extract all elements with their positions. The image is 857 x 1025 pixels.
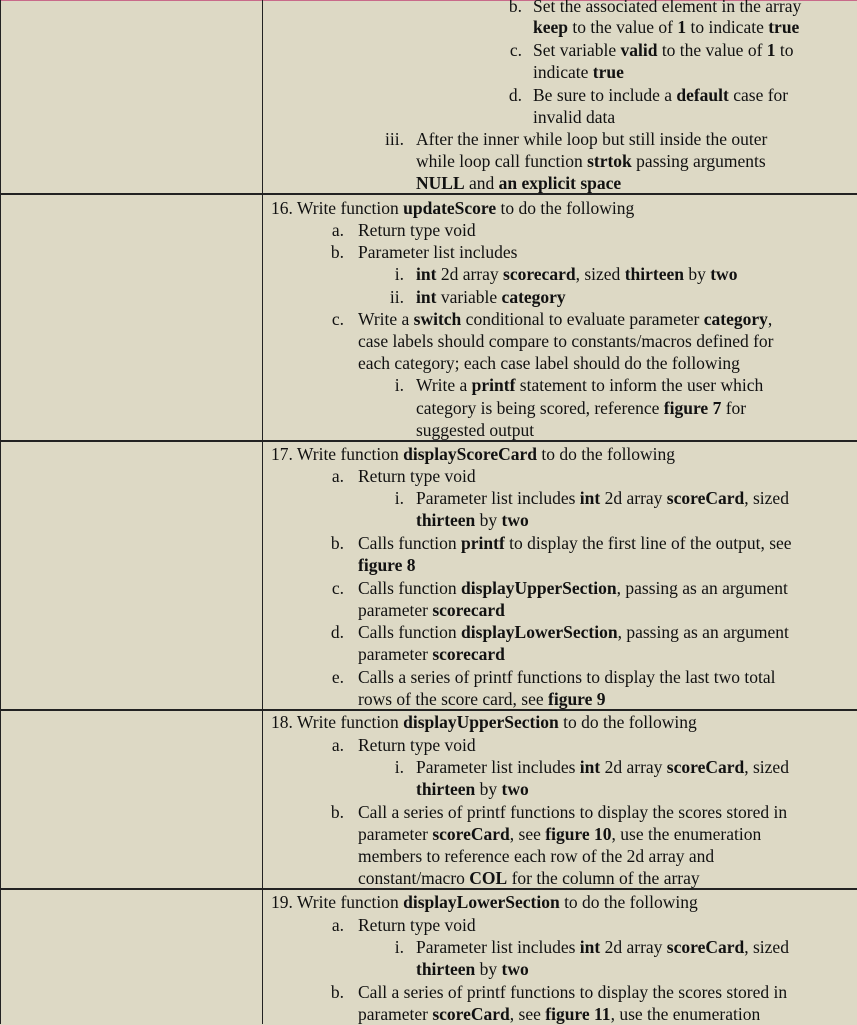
- bold-text: keep: [533, 17, 568, 37]
- bold-text: COL: [469, 868, 508, 888]
- table-column-divider: [262, 0, 263, 1024]
- instruction-line-r15-d1: [533, 84, 788, 106]
- instruction-line-r16-bii: [416, 286, 566, 308]
- bold-text: two: [710, 264, 738, 284]
- bold-text: 1: [677, 17, 687, 37]
- text-run: to do the following: [537, 444, 676, 464]
- bold-text: displayLowerSection: [403, 892, 560, 912]
- text-run: category is being scored, reference: [416, 398, 664, 418]
- bold-text: strtok: [587, 151, 632, 171]
- instruction-line-r16-c3: [358, 352, 740, 374]
- text-run: 18. Write function: [271, 712, 404, 732]
- text-run: Write a: [358, 309, 414, 329]
- text-run: Set the associated element in the array: [533, 0, 802, 16]
- text-run: to display the first line of the output, see: [504, 533, 792, 553]
- list-marker: d.: [508, 85, 522, 105]
- bold-text: figure 9: [548, 689, 606, 709]
- text-run: Return type void: [358, 466, 476, 486]
- instruction-line-r17-e2: [358, 688, 606, 710]
- text-run: 19. Write function: [271, 892, 404, 912]
- list-marker: b.: [330, 982, 344, 1002]
- bold-text: category: [501, 287, 566, 307]
- text-run: 2d array: [600, 488, 667, 508]
- text-run: statement to inform the user which: [515, 375, 764, 395]
- bold-text: displayUpperSection: [403, 712, 559, 732]
- list-marker: i.: [394, 757, 404, 777]
- instruction-line-r19-a: [358, 914, 476, 936]
- instruction-line-r19-ai2: [416, 958, 529, 980]
- text-run: and: [464, 173, 499, 193]
- instruction-line-r15-iii1: [416, 128, 767, 150]
- text-run: passing arguments: [631, 151, 766, 171]
- instruction-line-r18-b3: [358, 845, 714, 867]
- instruction-line-r19-h: [271, 891, 698, 913]
- text-run: constant/macro: [358, 868, 470, 888]
- list-marker: b.: [330, 802, 344, 822]
- text-run: , see: [509, 824, 546, 844]
- bold-text: default: [676, 85, 729, 105]
- text-run: 2d array: [436, 264, 504, 284]
- text-run: parameter: [358, 824, 433, 844]
- bold-text: thirteen: [416, 779, 476, 799]
- text-run: conditional to evaluate parameter: [461, 309, 704, 329]
- instruction-line-r16-ci3: [416, 419, 534, 441]
- list-marker: a.: [331, 220, 344, 240]
- bold-text: true: [768, 17, 800, 37]
- text-run: 16. Write function: [271, 198, 404, 218]
- bold-text: 1: [766, 40, 776, 60]
- text-run: Be sure to include a: [533, 85, 677, 105]
- text-run: , passing as an argument: [617, 622, 789, 642]
- instruction-line-r19-b1: [358, 981, 787, 1003]
- list-marker: i.: [394, 375, 404, 395]
- text-run: to do the following: [558, 712, 697, 732]
- text-run: to: [775, 40, 794, 60]
- list-marker: e.: [331, 667, 344, 687]
- text-run: Return type void: [358, 915, 476, 935]
- instruction-line-r17-c1: [358, 577, 788, 599]
- bold-text: int: [579, 937, 601, 957]
- bold-text: valid: [620, 40, 658, 60]
- bold-text: scoreCard: [432, 1004, 510, 1024]
- instruction-line-r15-iii2: [416, 150, 766, 172]
- text-run: rows of the score card, see: [358, 689, 548, 709]
- text-run: Calls function: [358, 578, 462, 598]
- table-left-border: [0, 0, 1, 1024]
- instruction-line-r17-b1: [358, 532, 792, 554]
- instruction-line-r18-b2: [358, 823, 761, 845]
- bold-text: displayLowerSection: [461, 622, 618, 642]
- instruction-line-r16-a: [358, 219, 476, 241]
- instruction-line-r16-bi: [416, 263, 737, 285]
- text-run: each category; each case label should do the following: [358, 353, 740, 373]
- text-run: , sized: [744, 488, 789, 508]
- instruction-line-r17-c2: [358, 599, 505, 621]
- text-run: Parameter list includes: [358, 242, 518, 262]
- bold-text: true: [592, 62, 624, 82]
- text-run: parameter: [358, 600, 433, 620]
- instruction-line-r16-b: [358, 241, 517, 263]
- instruction-line-r17-b2: [358, 554, 416, 576]
- text-run: Call a series of printf functions to display the scores stored in: [358, 982, 788, 1002]
- text-run: variable: [436, 287, 502, 307]
- text-run: case labels should compare to constants/macros defined for: [358, 331, 774, 351]
- instruction-line-r18-b1: [358, 801, 787, 823]
- instruction-line-r16-h: [271, 197, 634, 219]
- bold-text: printf: [471, 375, 516, 395]
- list-marker: d.: [330, 622, 344, 642]
- text-run: to do the following: [496, 198, 635, 218]
- text-run: ,: [767, 309, 773, 329]
- list-marker: ii.: [389, 287, 404, 307]
- list-marker: b.: [330, 533, 344, 553]
- instruction-line-r18-ai2: [416, 778, 529, 800]
- instruction-line-r16-ci1: [416, 374, 763, 396]
- text-run: parameter: [358, 644, 433, 664]
- bold-text: thirteen: [416, 959, 476, 979]
- instruction-line-r19-ai1: [416, 936, 789, 958]
- text-run: , use the enumeration: [611, 824, 762, 844]
- text-run: Set variable: [533, 40, 621, 60]
- text-run: Parameter list includes: [416, 937, 580, 957]
- bold-text: displayScoreCard: [403, 444, 537, 464]
- list-marker: i.: [394, 937, 404, 957]
- list-marker: i.: [394, 488, 404, 508]
- text-run: suggested output: [416, 420, 535, 440]
- bold-text: an explicit space: [498, 173, 622, 193]
- list-marker: c.: [509, 40, 522, 60]
- list-marker: iii.: [385, 129, 404, 149]
- list-marker: a.: [331, 915, 344, 935]
- bold-text: switch: [413, 309, 462, 329]
- text-run: by: [475, 510, 502, 530]
- text-run: , sized: [575, 264, 625, 284]
- bold-text: NULL: [416, 173, 465, 193]
- text-run: indicate: [533, 62, 593, 82]
- instruction-line-r15-iii3: [416, 172, 621, 194]
- text-run: invalid data: [533, 107, 616, 127]
- instruction-line-r15-c2: [533, 61, 624, 83]
- bold-text: int: [416, 287, 437, 307]
- list-marker: c.: [331, 309, 344, 329]
- list-marker: b.: [330, 242, 344, 262]
- instruction-line-r16-c2: [358, 330, 774, 352]
- bold-text: scorecard: [503, 264, 576, 284]
- text-run: 2d array: [600, 757, 667, 777]
- instruction-line-r18-ai1: [416, 756, 789, 778]
- bold-text: two: [501, 959, 529, 979]
- text-run: Calls function: [358, 622, 462, 642]
- list-marker: i.: [394, 264, 404, 284]
- instruction-line-r15-b-cont2: [533, 16, 799, 38]
- instruction-line-r15-b-cont1: [533, 0, 801, 17]
- text-run: by: [683, 264, 711, 284]
- text-run: 2d array: [600, 937, 667, 957]
- text-run: Return type void: [358, 735, 476, 755]
- instruction-line-r17-d2: [358, 643, 505, 665]
- bold-text: scoreCard: [666, 488, 745, 508]
- text-run: by: [475, 959, 502, 979]
- bold-text: int: [416, 264, 437, 284]
- instruction-line-r18-h: [271, 711, 697, 733]
- text-run: Calls function: [358, 533, 462, 553]
- bold-text: two: [501, 510, 529, 530]
- text-run: Calls a series of printf functions to display the last two total: [358, 667, 776, 687]
- text-run: , passing as an argument: [616, 578, 788, 598]
- instruction-line-r18-b4: [358, 867, 700, 889]
- text-run: Parameter list includes: [416, 488, 580, 508]
- text-run: to indicate: [686, 17, 769, 37]
- list-marker: a.: [331, 735, 344, 755]
- bold-text: thirteen: [624, 264, 684, 284]
- text-run: Write a: [416, 375, 472, 395]
- list-marker: c.: [331, 578, 344, 598]
- bold-text: int: [579, 488, 601, 508]
- bold-text: category: [703, 309, 768, 329]
- text-run: to the value of: [657, 40, 767, 60]
- bold-text: int: [579, 757, 601, 777]
- instruction-line-r17-ai2: [416, 509, 529, 531]
- instruction-line-r17-h: [271, 443, 675, 465]
- text-run: for: [721, 398, 747, 418]
- list-marker: a.: [331, 466, 344, 486]
- bold-text: displayUpperSection: [461, 578, 617, 598]
- bold-text: figure 8: [358, 555, 416, 575]
- text-run: members to reference each row of the 2d array and: [358, 846, 715, 866]
- text-run: , sized: [744, 937, 789, 957]
- bold-text: scorecard: [432, 600, 505, 620]
- list-marker: b.: [508, 0, 522, 16]
- bold-text: scoreCard: [666, 757, 745, 777]
- bold-text: figure 10: [545, 824, 612, 844]
- instruction-line-r17-ai1: [416, 487, 789, 509]
- instruction-line-r19-b2: [358, 1003, 760, 1025]
- text-run: Call a series of printf functions to display the scores stored in: [358, 802, 788, 822]
- text-run: to the value of: [568, 17, 678, 37]
- instruction-line-r17-d1: [358, 621, 789, 643]
- bold-text: scoreCard: [666, 937, 745, 957]
- text-run: , sized: [744, 757, 789, 777]
- bold-text: figure 7: [663, 398, 722, 418]
- bold-text: scorecard: [432, 644, 505, 664]
- text-run: case for: [728, 85, 789, 105]
- instruction-line-r15-c1: [533, 39, 794, 61]
- instruction-line-r15-d2: [533, 106, 615, 128]
- bold-text: figure 11: [545, 1004, 611, 1024]
- text-run: to do the following: [559, 892, 698, 912]
- text-run: Parameter list includes: [416, 757, 580, 777]
- text-run: while loop call function: [416, 151, 588, 171]
- instruction-line-r18-a: [358, 734, 476, 756]
- instruction-line-r16-ci2: [416, 397, 746, 419]
- bold-text: printf: [461, 533, 505, 553]
- bold-text: scoreCard: [432, 824, 510, 844]
- bold-text: two: [501, 779, 529, 799]
- text-run: for the column of the array: [507, 868, 700, 888]
- text-run: by: [475, 779, 502, 799]
- instruction-line-r17-a: [358, 465, 476, 487]
- text-run: parameter: [358, 1004, 433, 1024]
- text-run: , see: [509, 1004, 546, 1024]
- text-run: Return type void: [358, 220, 476, 240]
- text-run: After the inner while loop but still inside the outer: [416, 129, 768, 149]
- instruction-line-r17-e1: [358, 666, 776, 688]
- text-run: 17. Write function: [271, 444, 404, 464]
- bold-text: thirteen: [416, 510, 476, 530]
- text-run: , use the enumeration: [610, 1004, 761, 1024]
- instruction-line-r16-c1: [358, 308, 772, 330]
- bold-text: updateScore: [403, 198, 497, 218]
